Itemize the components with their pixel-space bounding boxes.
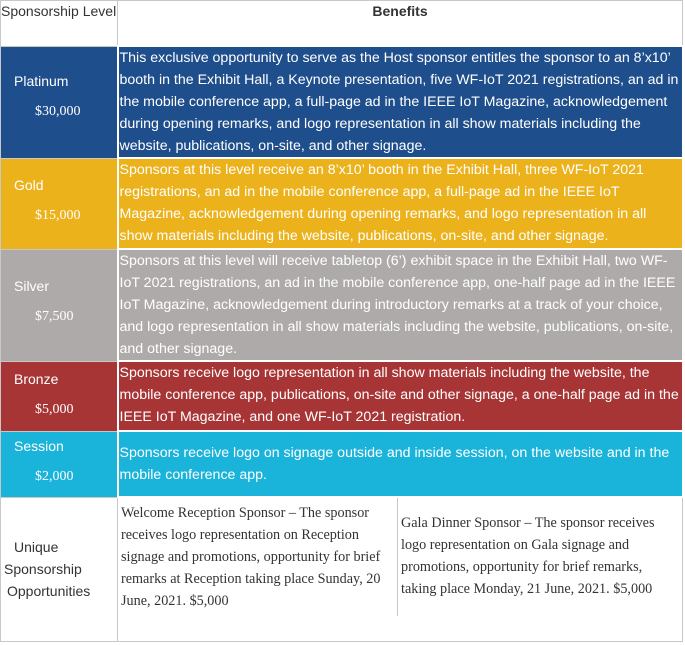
welcome-reception-sponsor: Welcome Reception Sponsor – The sponsor receives logo representation on Reception signage and promotions, opportunity for brief remarks at Reception taking place Sunday, 20 June, 2021. $5,000: [118, 498, 398, 616]
tier-name: Gold: [14, 176, 44, 193]
tier-row-gold: [1, 158, 683, 249]
gala-dinner-sponsor: Gala Dinner Sponsor – The sponsor receives logo representation on Gala signage and promotions, opportunity for brief remarks, taking place Monday, 21 June, 2021. $5,000: [401, 515, 655, 597]
tier-price: $30,000: [35, 103, 81, 119]
unique-label-line: Opportunities: [7, 583, 91, 599]
level-cell-silver: [1, 249, 118, 361]
opportunities-container: [118, 498, 682, 616]
tier-row-silver: [1, 249, 683, 361]
tier-benefit: This exclusive opportunity to serve as the Host sponsor entitles the sponsor to an 8’x10’ booth in the Exhibit Hall, a Keynote presentation, five WF-IoT 2021 registrations, an ad in the mobile conference app, a full-page ad in the IEEE IoT Magazine, acknowledgement during opening remarks, and logo representation in all show materials including the website, publications, on-site, and other signage.: [118, 46, 683, 158]
tier-benefit: Sponsors receive logo on signage outside and inside session, on the website and in the mobile conference app.: [118, 431, 683, 497]
tier-benefit: Sponsors at this level will receive tabletop (6’) exhibit space in the Exhibit Hall, two WF-IoT 2021 registrations, an ad in the mobile conference app, one-half page ad in the IEEE IoT Magazine, acknowledgement during introductory remarks at a track of your choice, and logo representation in all show materials including the website, publications, on-site, and other signage.: [118, 249, 683, 361]
level-cell-bronze: [1, 361, 118, 431]
tier-benefit: Sponsors receive logo representation in all show materials including the website, the mobile conference app, publications, on-site and other signage, a one-half page ad in the IEEE IoT Magazine, and one WF-IoT 2021 registration.: [118, 361, 683, 431]
level-cell-gold: [1, 158, 118, 249]
header-sponsorship-level: Sponsorship Level: [1, 1, 118, 47]
level-cell-platinum: [1, 46, 118, 158]
tier-price: $7,500: [35, 308, 74, 324]
unique-opportunities-cell: [118, 497, 683, 641]
tier-row-bronze: [1, 361, 683, 431]
tier-price: $15,000: [35, 207, 81, 223]
unique-opportunities-row: [1, 497, 683, 641]
tier-name: Platinum: [14, 72, 69, 89]
tier-price: $2,000: [35, 468, 74, 484]
tier-name: Bronze: [14, 370, 59, 387]
unique-label-line: Sponsorship: [4, 561, 82, 577]
tier-name: Session: [14, 437, 64, 454]
header-row: [1, 1, 683, 47]
tier-benefit: Sponsors at this level receive an 8’x10’ booth in the Exhibit Hall, three WF-IoT 2021 registrations, an ad in the mobile conference app, a full-page ad in the IEEE IoT Magazine, acknowledgement during opening remarks, and logo representation in all show materials including the website, publications, on-site, and other signage.: [118, 158, 683, 249]
level-cell-session: [1, 431, 118, 497]
header-benefits: Benefits: [118, 1, 683, 47]
unique-level-cell: [1, 497, 118, 641]
tier-price: $5,000: [35, 401, 74, 417]
unique-label-line: Unique: [14, 539, 59, 555]
tier-row-platinum: [1, 46, 683, 158]
tier-name: Silver: [14, 277, 50, 294]
tier-row-session: [1, 431, 683, 497]
